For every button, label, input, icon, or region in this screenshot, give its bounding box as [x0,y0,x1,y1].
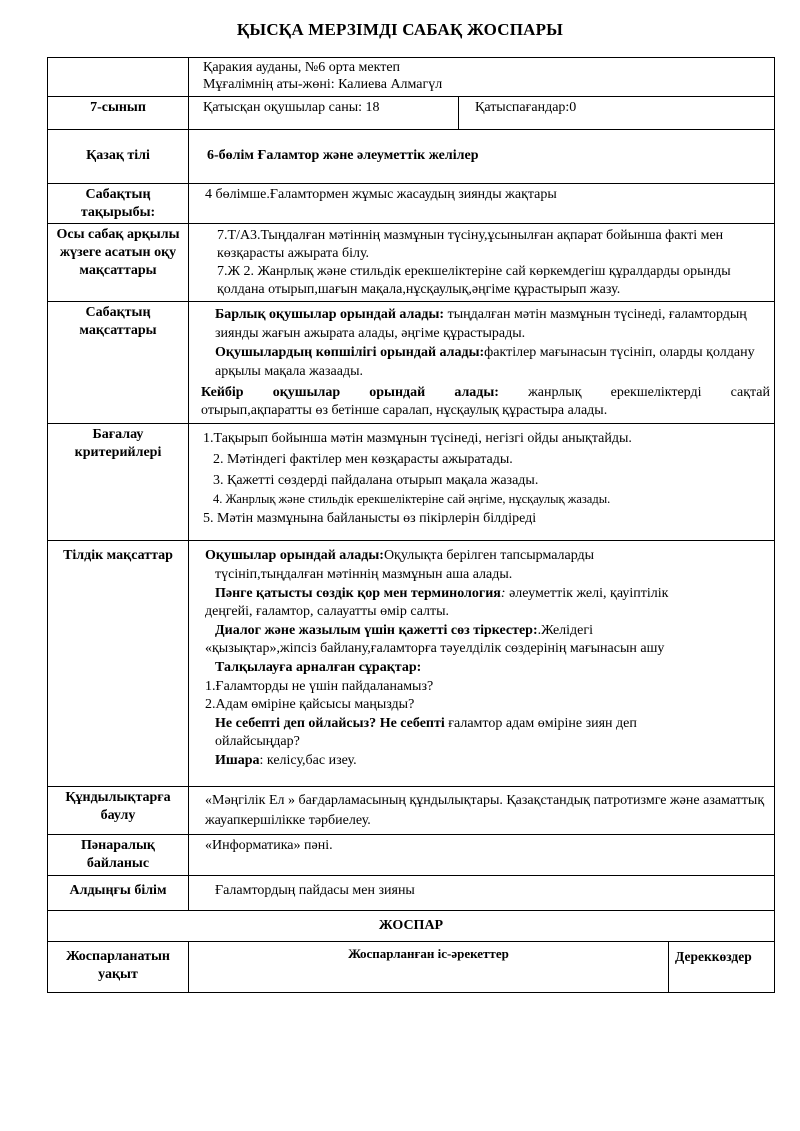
gesture-label: Ишара [215,753,260,769]
plan-col-resources: Дереккөздер [669,942,775,993]
all-students-text: тыңдалған мәтін мазмұнын түсінеді, ғаламтордың зиянды жағын ажырата алады, әңгіме құрастырады. [215,307,747,341]
prior-knowledge-value: Ғаламтордың пайдасы мен зияны [189,876,775,911]
terminology-colon: : [500,585,506,601]
terminology-cont: деңгейі, ғаламтор, салауатты өмір салты. [205,604,450,620]
language-can-do-label: Оқушылар орындай алады: [205,548,384,564]
language-can-do-cont: түсініп,тыңдалған мәтіннің мазмұнын аша алады. [215,566,513,582]
learning-objective-1: 7.Т/А3.Тыңдалған мәтіннің мазмұнын түсіну,ұсынылған ақпарат бойынша факті мен көзқарасты ажырата білу. [217,228,724,262]
assessment-item-5: 5. Мәтін мазмұнына байланысты өз пікірлерін білдіреді [203,510,537,526]
school-name: Қаракия ауданы, №6 орта мектеп [203,60,401,75]
most-students-label: Оқушылардың көпшілігі орындай алады: [215,344,485,360]
absent-count: Қатыспағандар:0 [459,96,775,129]
teacher-name: Мұғалімнің аты-жөні: Калиева Алмагүл [203,76,443,92]
topic-row [48,183,775,224]
all-students-label: Барлық оқушылар орындай алады: [215,307,445,323]
plan-columns-row [48,942,775,993]
assessment-row [48,424,775,541]
values-value: «Мәңгілік Ел » бағдарламасының құндылықтары. Қазақстандық патротизмге және азаматтық жауапкершілікке тәрбиелеу. [189,787,775,835]
cross-curricular-row [48,835,775,876]
some-students-text-1: жанрлық ерекшеліктерді сақтай [528,384,771,400]
phrases-cont: «қызықтар»,жіпсіз байлану,ғаламторға тәуелділік сөздерінің мағынасын ашу [205,641,665,657]
question-1: 1.Ғаламторды не үшін пайдаланамыз? [205,678,434,694]
assessment-cell [189,424,775,541]
assessment-item-1: 1.Тақырып бойынша мәтін мазмұнын түсінеді, негізгі ойды анықтайды. [203,431,632,447]
topic-value: 4 бөлімше.Ғаламтормен жұмыс жасаудың зиянды жақтары [189,183,775,224]
question-2: 2.Адам өміріне қайсысы маңызды? [205,697,415,713]
language-can-do-text: Оқулықта берілген тапсырмаларды [383,548,595,564]
why-cont: ойлайсыңдар? [215,734,300,750]
prior-knowledge-row [48,876,775,911]
plan-heading: ЖОСПАР [48,911,775,942]
phrases-text: .Желідегі [537,622,594,638]
header-cell [189,58,775,97]
gesture-text: : келісу,бас изеу. [259,753,357,769]
lesson-objectives-cell [189,302,775,424]
plan-col-actions: Жоспарланған іс-әрекеттер [189,942,669,993]
assessment-item-4: 4. Жанрлық және стильдік ерекшеліктеріне сай әңгіме, нұсқаулық жазады. [213,492,611,507]
lesson-objectives-label: Сабақтың мақсаттары [48,302,189,424]
subject-value: 6-бөлім Ғаламтор және әлеуметтік желілер [189,129,775,183]
plan-heading-row [48,911,775,942]
lesson-plan-table [47,57,775,993]
values-row [48,787,775,835]
lesson-objectives-row [48,302,775,424]
phrases-label: Диалог және жазылым үшін қажетті сөз тіркестер: [215,622,538,638]
learning-objectives-row [48,224,775,302]
most-students-text: фактілер мағынасын түсініп, оларды қолдану арқылы мақала жазаады. [215,344,755,379]
language-row [48,541,775,787]
discussion-label: Талқылауға арналған сұрақтар: [215,660,422,676]
why-label-2: Не себепті [376,715,445,731]
some-students-label: Кейбір оқушылар орындай алады: [201,384,499,400]
subject-row [48,129,775,183]
page-title: ҚЫСҚА МЕРЗІМДІ САБАҚ ЖОСПАРЫ [236,20,564,39]
language-cell [189,541,775,787]
assessment-item-2: 2. Мәтіндегі фактілер мен көзқарасты ажыратады. [213,452,513,468]
why-label: Не себепті деп ойлайсыз? [215,715,377,731]
assessment-label: Бағалау критерийлері [48,424,189,541]
cross-curricular-value: «Информатика» пәні. [189,835,775,876]
language-label: Тілдік мақсаттар [48,541,189,787]
header-empty-cell [48,58,189,97]
plan-col-time: Жоспарланатын уақыт [48,942,189,993]
header-row [48,58,775,97]
grade-row [48,96,775,129]
learning-objective-2: 7.Ж 2. Жанрлық және стильдік ерекшеліктеріне сай көркемдегіш құралдарды орынды қолдана отырып,шағын мақала,нұсқаулық,әңгіме құрастырып жазу. [217,264,731,298]
grade-label: 7-сынып [48,96,189,129]
assessment-item-3: 3. Қажетті сөздерді пайдалана отырып мақала жазады. [213,473,539,489]
terminology-label: Пәнге қатысты сөздік қор мен терминология [215,585,501,601]
values-label: Құндылықтарға баулу [48,787,189,835]
some-students-text-2: отырып,ақпаратты өз бетінше саралап, нұсқаулық құрастыра алады. [201,403,608,419]
cross-curricular-label: Пәнаралық байланыс [48,835,189,876]
learning-objectives-cell [189,224,775,302]
subject-label: Қазақ тілі [48,129,189,183]
present-count: Қатысқан оқушылар саны: 18 [189,96,459,129]
why-text: ғаламтор адам өміріне зиян деп [444,715,637,731]
learning-objectives-label: Осы сабақ арқылы жүзеге асатын оқу мақсаттары [48,224,189,302]
prior-knowledge-label: Алдыңғы білім [48,876,189,911]
terminology-text: әлеуметтік желі, қауіптілік [505,585,669,601]
topic-label: Сабақтың тақырыбы: [48,183,189,224]
